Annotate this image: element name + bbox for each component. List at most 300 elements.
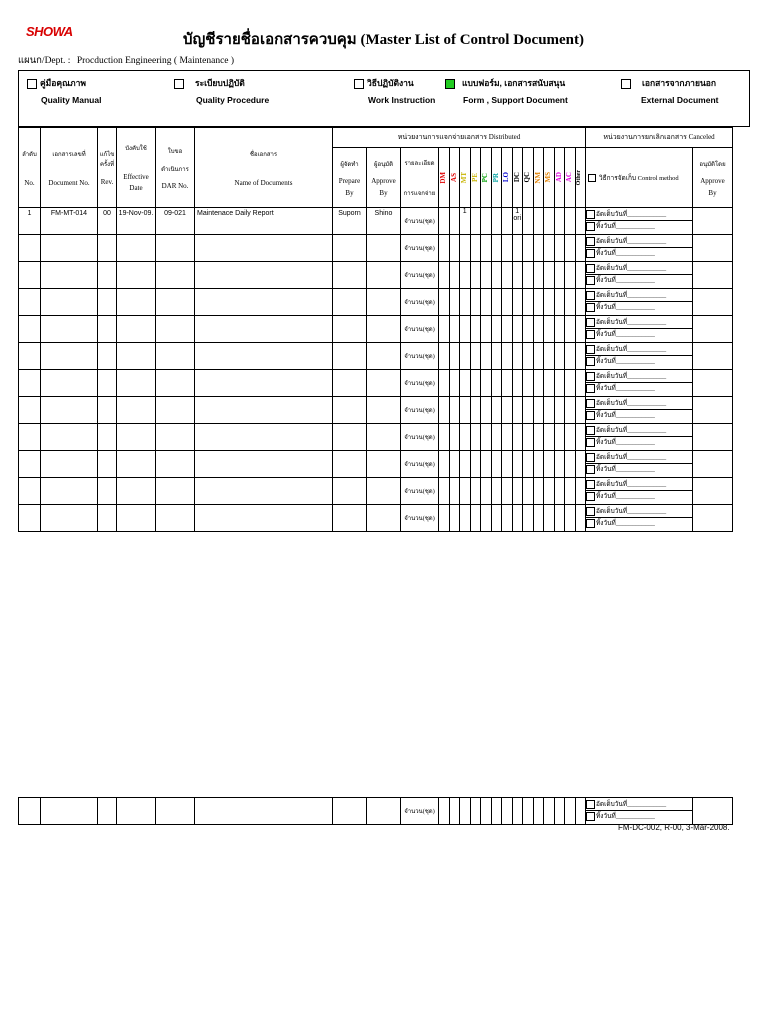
cell-dist[interactable] bbox=[523, 424, 534, 451]
cell-rev[interactable] bbox=[98, 262, 117, 289]
checkbox-icon[interactable] bbox=[586, 357, 595, 366]
cell-eff-date[interactable] bbox=[117, 316, 156, 343]
cell-cancel-approve[interactable] bbox=[693, 370, 733, 397]
cell-dist[interactable] bbox=[449, 343, 460, 370]
cell-dar[interactable] bbox=[156, 262, 195, 289]
cell-eff-date[interactable] bbox=[117, 262, 156, 289]
cell-cancel-approve[interactable] bbox=[693, 289, 733, 316]
cell-prepare[interactable] bbox=[333, 505, 367, 532]
cell-dist[interactable] bbox=[544, 289, 555, 316]
cell-dist[interactable] bbox=[502, 451, 513, 478]
cell-dist[interactable] bbox=[554, 798, 565, 825]
cell-dist[interactable] bbox=[460, 370, 471, 397]
cell-dist[interactable] bbox=[565, 316, 576, 343]
cell-doc-no[interactable] bbox=[41, 289, 98, 316]
cell-dist[interactable] bbox=[565, 208, 576, 235]
cell-no[interactable] bbox=[19, 370, 41, 397]
cell-prepare[interactable]: Suporn bbox=[333, 208, 367, 235]
cell-dist[interactable] bbox=[523, 478, 534, 505]
cell-approve[interactable] bbox=[367, 262, 401, 289]
cell-cancel-approve[interactable] bbox=[693, 478, 733, 505]
cell-dist[interactable] bbox=[449, 289, 460, 316]
cell-dist[interactable] bbox=[460, 478, 471, 505]
cell-dist[interactable] bbox=[481, 505, 492, 532]
cell-dist[interactable] bbox=[439, 478, 450, 505]
cell-dist[interactable] bbox=[523, 208, 534, 235]
cell-dist[interactable] bbox=[523, 505, 534, 532]
cell-dist[interactable] bbox=[481, 343, 492, 370]
cell-dar[interactable] bbox=[156, 424, 195, 451]
cell-no[interactable] bbox=[19, 451, 41, 478]
checkbox-icon[interactable] bbox=[586, 480, 595, 489]
cell-dist[interactable] bbox=[523, 289, 534, 316]
cell-dist[interactable] bbox=[439, 451, 450, 478]
cell-dist[interactable] bbox=[533, 343, 544, 370]
cell-cancel-approve[interactable] bbox=[693, 798, 733, 825]
cell-dist[interactable] bbox=[460, 451, 471, 478]
cell-name[interactable] bbox=[195, 478, 333, 505]
cell-dist[interactable] bbox=[470, 798, 481, 825]
checkbox-icon[interactable] bbox=[586, 411, 595, 420]
cell-dist[interactable] bbox=[575, 235, 586, 262]
cell-approve[interactable] bbox=[367, 798, 401, 825]
cell-doc-no[interactable]: FM-MT-014 bbox=[41, 208, 98, 235]
checkbox-icon[interactable] bbox=[586, 507, 595, 516]
cell-dist[interactable] bbox=[460, 235, 471, 262]
checkbox-icon[interactable] bbox=[586, 303, 595, 312]
cell-dist[interactable] bbox=[460, 316, 471, 343]
cell-rev[interactable] bbox=[98, 798, 117, 825]
cell-dist[interactable] bbox=[491, 235, 502, 262]
cell-dist[interactable] bbox=[449, 370, 460, 397]
cell-dist[interactable] bbox=[470, 343, 481, 370]
cell-eff-date[interactable] bbox=[117, 397, 156, 424]
cell-dist[interactable] bbox=[481, 424, 492, 451]
cell-dist[interactable] bbox=[481, 370, 492, 397]
cell-dist[interactable] bbox=[502, 397, 513, 424]
cell-dist[interactable] bbox=[460, 262, 471, 289]
cell-dist[interactable] bbox=[460, 397, 471, 424]
cell-rev[interactable] bbox=[98, 289, 117, 316]
cell-rev[interactable] bbox=[98, 316, 117, 343]
cell-approve[interactable]: Shino bbox=[367, 208, 401, 235]
cell-approve[interactable] bbox=[367, 424, 401, 451]
cell-dist[interactable] bbox=[491, 451, 502, 478]
checkbox-icon[interactable] bbox=[586, 812, 595, 821]
checkbox-icon[interactable] bbox=[586, 399, 595, 408]
cell-dist[interactable] bbox=[481, 262, 492, 289]
cell-dar[interactable] bbox=[156, 505, 195, 532]
cell-eff-date[interactable] bbox=[117, 478, 156, 505]
checkbox-icon[interactable] bbox=[586, 453, 595, 462]
cell-dist[interactable] bbox=[502, 478, 513, 505]
cell-dist[interactable] bbox=[512, 451, 523, 478]
cell-dar[interactable] bbox=[156, 478, 195, 505]
cell-dist[interactable] bbox=[544, 343, 555, 370]
cell-dist[interactable] bbox=[523, 370, 534, 397]
cell-dist[interactable] bbox=[491, 262, 502, 289]
cell-dist[interactable] bbox=[449, 798, 460, 825]
cell-dist[interactable] bbox=[470, 424, 481, 451]
cell-dist[interactable] bbox=[554, 478, 565, 505]
cell-rev[interactable] bbox=[98, 370, 117, 397]
cell-dist[interactable] bbox=[575, 505, 586, 532]
cell-dist[interactable] bbox=[544, 505, 555, 532]
checkbox-icon[interactable] bbox=[354, 79, 364, 89]
cell-dar[interactable] bbox=[156, 798, 195, 825]
cell-dist[interactable] bbox=[544, 798, 555, 825]
cell-approve[interactable] bbox=[367, 370, 401, 397]
cell-dist[interactable] bbox=[449, 208, 460, 235]
cell-dist[interactable] bbox=[470, 289, 481, 316]
cell-dist[interactable] bbox=[449, 262, 460, 289]
checkbox-icon[interactable] bbox=[174, 79, 184, 89]
cell-dist[interactable] bbox=[565, 451, 576, 478]
cell-dist[interactable] bbox=[544, 370, 555, 397]
cell-dist[interactable] bbox=[439, 397, 450, 424]
cell-approve[interactable] bbox=[367, 235, 401, 262]
checkbox-icon[interactable] bbox=[621, 79, 631, 89]
cell-eff-date[interactable] bbox=[117, 451, 156, 478]
cell-dist[interactable] bbox=[544, 262, 555, 289]
cell-dist[interactable] bbox=[502, 289, 513, 316]
cell-rev[interactable] bbox=[98, 343, 117, 370]
cell-no[interactable] bbox=[19, 798, 41, 825]
cell-dist[interactable] bbox=[554, 208, 565, 235]
cell-dist[interactable] bbox=[533, 208, 544, 235]
cell-dist[interactable] bbox=[470, 397, 481, 424]
cell-dist[interactable] bbox=[502, 505, 513, 532]
cell-dist[interactable] bbox=[449, 316, 460, 343]
cell-dist[interactable] bbox=[554, 505, 565, 532]
cell-dist[interactable] bbox=[523, 397, 534, 424]
cell-dist[interactable] bbox=[460, 289, 471, 316]
cell-cancel-approve[interactable] bbox=[693, 451, 733, 478]
cell-eff-date[interactable] bbox=[117, 424, 156, 451]
cell-dist[interactable] bbox=[554, 289, 565, 316]
cell-dist[interactable] bbox=[533, 370, 544, 397]
cell-dist[interactable] bbox=[439, 343, 450, 370]
cell-rev[interactable]: 00 bbox=[98, 208, 117, 235]
cell-dist[interactable] bbox=[481, 478, 492, 505]
cell-dist[interactable] bbox=[565, 370, 576, 397]
cell-dist[interactable] bbox=[565, 505, 576, 532]
cell-dist[interactable] bbox=[512, 316, 523, 343]
cell-dist[interactable] bbox=[523, 798, 534, 825]
checkbox-icon[interactable] bbox=[586, 438, 595, 447]
cell-rev[interactable] bbox=[98, 478, 117, 505]
cell-name[interactable]: Maintenace Daily Report bbox=[195, 208, 333, 235]
cell-dist[interactable] bbox=[554, 316, 565, 343]
cell-dist[interactable] bbox=[575, 424, 586, 451]
cell-doc-no[interactable] bbox=[41, 451, 98, 478]
cell-dist[interactable] bbox=[481, 397, 492, 424]
cell-dist[interactable] bbox=[575, 370, 586, 397]
checkbox-icon[interactable] bbox=[586, 318, 595, 327]
cell-dist[interactable] bbox=[491, 208, 502, 235]
cell-dist[interactable] bbox=[533, 798, 544, 825]
cell-doc-no[interactable] bbox=[41, 397, 98, 424]
cell-name[interactable] bbox=[195, 370, 333, 397]
cell-cancel-approve[interactable] bbox=[693, 424, 733, 451]
cell-dar[interactable] bbox=[156, 370, 195, 397]
cell-dist[interactable] bbox=[523, 343, 534, 370]
checkbox-icon[interactable] bbox=[586, 519, 595, 528]
cell-dist[interactable] bbox=[523, 262, 534, 289]
cell-dist[interactable] bbox=[502, 343, 513, 370]
cell-dist[interactable] bbox=[470, 505, 481, 532]
checkbox-icon[interactable] bbox=[586, 465, 595, 474]
cell-dist[interactable] bbox=[470, 478, 481, 505]
cell-name[interactable] bbox=[195, 505, 333, 532]
cell-approve[interactable] bbox=[367, 478, 401, 505]
cell-dist[interactable] bbox=[565, 289, 576, 316]
cell-name[interactable] bbox=[195, 451, 333, 478]
cell-no[interactable] bbox=[19, 262, 41, 289]
cell-dist[interactable] bbox=[565, 424, 576, 451]
cell-dist[interactable] bbox=[502, 235, 513, 262]
checkbox-icon[interactable] bbox=[586, 426, 595, 435]
cell-dist[interactable] bbox=[460, 343, 471, 370]
cell-dar[interactable] bbox=[156, 397, 195, 424]
cell-cancel-approve[interactable] bbox=[693, 505, 733, 532]
cell-dist[interactable] bbox=[544, 451, 555, 478]
checkbox-icon[interactable] bbox=[586, 276, 595, 285]
cell-dist[interactable] bbox=[523, 451, 534, 478]
cell-no[interactable] bbox=[19, 289, 41, 316]
cell-doc-no[interactable] bbox=[41, 798, 98, 825]
cell-cancel-approve[interactable] bbox=[693, 343, 733, 370]
cell-dist[interactable] bbox=[544, 316, 555, 343]
cell-dist[interactable] bbox=[439, 289, 450, 316]
checkbox-icon[interactable] bbox=[586, 237, 595, 246]
cell-prepare[interactable] bbox=[333, 343, 367, 370]
cell-eff-date[interactable] bbox=[117, 798, 156, 825]
cell-rev[interactable] bbox=[98, 505, 117, 532]
cell-dist[interactable] bbox=[470, 316, 481, 343]
cell-name[interactable] bbox=[195, 424, 333, 451]
cell-name[interactable] bbox=[195, 262, 333, 289]
cell-dist[interactable] bbox=[565, 798, 576, 825]
checkbox-icon[interactable] bbox=[586, 345, 595, 354]
cell-eff-date[interactable] bbox=[117, 289, 156, 316]
cell-dist[interactable] bbox=[470, 208, 481, 235]
cell-cancel-approve[interactable] bbox=[693, 397, 733, 424]
cell-no[interactable] bbox=[19, 316, 41, 343]
cell-dist[interactable] bbox=[439, 208, 450, 235]
cell-eff-date[interactable]: 19-Nov-09. bbox=[117, 208, 156, 235]
cell-dar[interactable] bbox=[156, 343, 195, 370]
checkbox-icon[interactable] bbox=[586, 249, 595, 258]
cell-doc-no[interactable] bbox=[41, 478, 98, 505]
cell-dist[interactable] bbox=[491, 289, 502, 316]
cell-name[interactable] bbox=[195, 397, 333, 424]
cell-dist[interactable]: 1 bbox=[460, 208, 471, 235]
cell-dist[interactable] bbox=[565, 262, 576, 289]
cell-prepare[interactable] bbox=[333, 478, 367, 505]
cell-cancel-approve[interactable] bbox=[693, 208, 733, 235]
cell-doc-no[interactable] bbox=[41, 262, 98, 289]
cell-name[interactable] bbox=[195, 343, 333, 370]
cell-name[interactable] bbox=[195, 798, 333, 825]
cell-approve[interactable] bbox=[367, 505, 401, 532]
cell-dist[interactable] bbox=[575, 798, 586, 825]
checkbox-icon[interactable] bbox=[586, 800, 595, 809]
cell-dist[interactable] bbox=[544, 397, 555, 424]
cell-no[interactable]: 1 bbox=[19, 208, 41, 235]
cell-dar[interactable] bbox=[156, 451, 195, 478]
cell-dar[interactable] bbox=[156, 289, 195, 316]
cell-dist[interactable] bbox=[544, 424, 555, 451]
cell-rev[interactable] bbox=[98, 235, 117, 262]
cell-dist[interactable] bbox=[523, 235, 534, 262]
cell-dist[interactable] bbox=[481, 289, 492, 316]
cell-dist[interactable] bbox=[512, 478, 523, 505]
cell-dist[interactable] bbox=[460, 798, 471, 825]
cell-dist[interactable] bbox=[470, 262, 481, 289]
cell-dist[interactable] bbox=[491, 478, 502, 505]
cell-doc-no[interactable] bbox=[41, 235, 98, 262]
cell-dist[interactable] bbox=[565, 343, 576, 370]
cell-eff-date[interactable] bbox=[117, 370, 156, 397]
cell-dist[interactable] bbox=[554, 343, 565, 370]
cell-dist[interactable] bbox=[491, 798, 502, 825]
cell-dist[interactable] bbox=[449, 478, 460, 505]
checkbox-icon[interactable] bbox=[586, 264, 595, 273]
cell-doc-no[interactable] bbox=[41, 343, 98, 370]
cell-dist[interactable] bbox=[481, 451, 492, 478]
cell-eff-date[interactable] bbox=[117, 505, 156, 532]
cell-dist[interactable] bbox=[439, 235, 450, 262]
cell-dist[interactable] bbox=[575, 316, 586, 343]
cell-dist[interactable] bbox=[544, 208, 555, 235]
checkbox-icon[interactable] bbox=[586, 330, 595, 339]
cell-dist[interactable] bbox=[554, 424, 565, 451]
cell-dist[interactable] bbox=[512, 262, 523, 289]
cell-approve[interactable] bbox=[367, 397, 401, 424]
cell-dist[interactable] bbox=[502, 370, 513, 397]
cell-no[interactable] bbox=[19, 505, 41, 532]
cell-dist[interactable] bbox=[533, 316, 544, 343]
cell-dist[interactable] bbox=[439, 262, 450, 289]
cell-name[interactable] bbox=[195, 289, 333, 316]
cell-dist[interactable] bbox=[439, 370, 450, 397]
cell-dist[interactable] bbox=[481, 235, 492, 262]
cell-rev[interactable] bbox=[98, 424, 117, 451]
cell-cancel-approve[interactable] bbox=[693, 316, 733, 343]
cell-dist[interactable] bbox=[575, 262, 586, 289]
cell-dist[interactable] bbox=[502, 798, 513, 825]
cell-dist[interactable]: 1 ori bbox=[512, 208, 523, 235]
cell-prepare[interactable] bbox=[333, 235, 367, 262]
cell-dist[interactable] bbox=[533, 505, 544, 532]
checkbox-icon[interactable] bbox=[586, 222, 595, 231]
cell-no[interactable] bbox=[19, 235, 41, 262]
cell-dist[interactable] bbox=[460, 424, 471, 451]
cell-dist[interactable] bbox=[491, 424, 502, 451]
cell-doc-no[interactable] bbox=[41, 505, 98, 532]
cell-dist[interactable] bbox=[565, 397, 576, 424]
cell-dist[interactable] bbox=[554, 370, 565, 397]
cell-doc-no[interactable] bbox=[41, 316, 98, 343]
checkbox-icon[interactable] bbox=[586, 210, 595, 219]
cell-dist[interactable] bbox=[470, 235, 481, 262]
cell-approve[interactable] bbox=[367, 316, 401, 343]
cell-dist[interactable] bbox=[554, 451, 565, 478]
cell-dist[interactable] bbox=[575, 289, 586, 316]
cell-dist[interactable] bbox=[491, 397, 502, 424]
cell-prepare[interactable] bbox=[333, 451, 367, 478]
checkbox-icon[interactable] bbox=[586, 384, 595, 393]
cell-dist[interactable] bbox=[449, 397, 460, 424]
cell-dist[interactable] bbox=[449, 424, 460, 451]
cell-dist[interactable] bbox=[565, 478, 576, 505]
cell-dist[interactable] bbox=[460, 505, 471, 532]
cell-dist[interactable] bbox=[575, 397, 586, 424]
cell-dist[interactable] bbox=[439, 505, 450, 532]
cell-no[interactable] bbox=[19, 478, 41, 505]
cell-dist[interactable] bbox=[449, 505, 460, 532]
cell-dist[interactable] bbox=[470, 451, 481, 478]
cell-dist[interactable] bbox=[502, 208, 513, 235]
cell-approve[interactable] bbox=[367, 451, 401, 478]
cell-dist[interactable] bbox=[554, 235, 565, 262]
cell-dist[interactable] bbox=[544, 478, 555, 505]
cell-dist[interactable] bbox=[533, 451, 544, 478]
cell-dist[interactable] bbox=[512, 370, 523, 397]
cell-dist[interactable] bbox=[449, 451, 460, 478]
cell-dist[interactable] bbox=[502, 262, 513, 289]
cell-dist[interactable] bbox=[575, 478, 586, 505]
cell-dist[interactable] bbox=[502, 424, 513, 451]
cell-dist[interactable] bbox=[533, 235, 544, 262]
cell-prepare[interactable] bbox=[333, 289, 367, 316]
cell-no[interactable] bbox=[19, 397, 41, 424]
cell-prepare[interactable] bbox=[333, 370, 367, 397]
cell-dist[interactable] bbox=[449, 235, 460, 262]
cell-dist[interactable] bbox=[533, 424, 544, 451]
cell-no[interactable] bbox=[19, 424, 41, 451]
cell-rev[interactable] bbox=[98, 451, 117, 478]
cell-dist[interactable] bbox=[512, 397, 523, 424]
cell-dist[interactable] bbox=[512, 343, 523, 370]
cell-no[interactable] bbox=[19, 343, 41, 370]
cell-dist[interactable] bbox=[512, 424, 523, 451]
cell-dist[interactable] bbox=[491, 505, 502, 532]
cell-dar[interactable]: 09-021 bbox=[156, 208, 195, 235]
cell-dist[interactable] bbox=[481, 316, 492, 343]
cell-dist[interactable] bbox=[439, 798, 450, 825]
cell-prepare[interactable] bbox=[333, 316, 367, 343]
cell-dist[interactable] bbox=[533, 289, 544, 316]
cell-rev[interactable] bbox=[98, 397, 117, 424]
cell-eff-date[interactable] bbox=[117, 235, 156, 262]
cell-dist[interactable] bbox=[575, 208, 586, 235]
cell-dist[interactable] bbox=[502, 316, 513, 343]
cell-dist[interactable] bbox=[481, 798, 492, 825]
cell-cancel-approve[interactable] bbox=[693, 262, 733, 289]
checkbox-icon[interactable] bbox=[586, 492, 595, 501]
cell-prepare[interactable] bbox=[333, 397, 367, 424]
cell-dist[interactable] bbox=[481, 208, 492, 235]
cell-dist[interactable] bbox=[491, 343, 502, 370]
cell-dar[interactable] bbox=[156, 235, 195, 262]
cell-approve[interactable] bbox=[367, 289, 401, 316]
cell-doc-no[interactable] bbox=[41, 424, 98, 451]
cell-prepare[interactable] bbox=[333, 424, 367, 451]
cell-dist[interactable] bbox=[554, 397, 565, 424]
cell-dist[interactable] bbox=[491, 370, 502, 397]
